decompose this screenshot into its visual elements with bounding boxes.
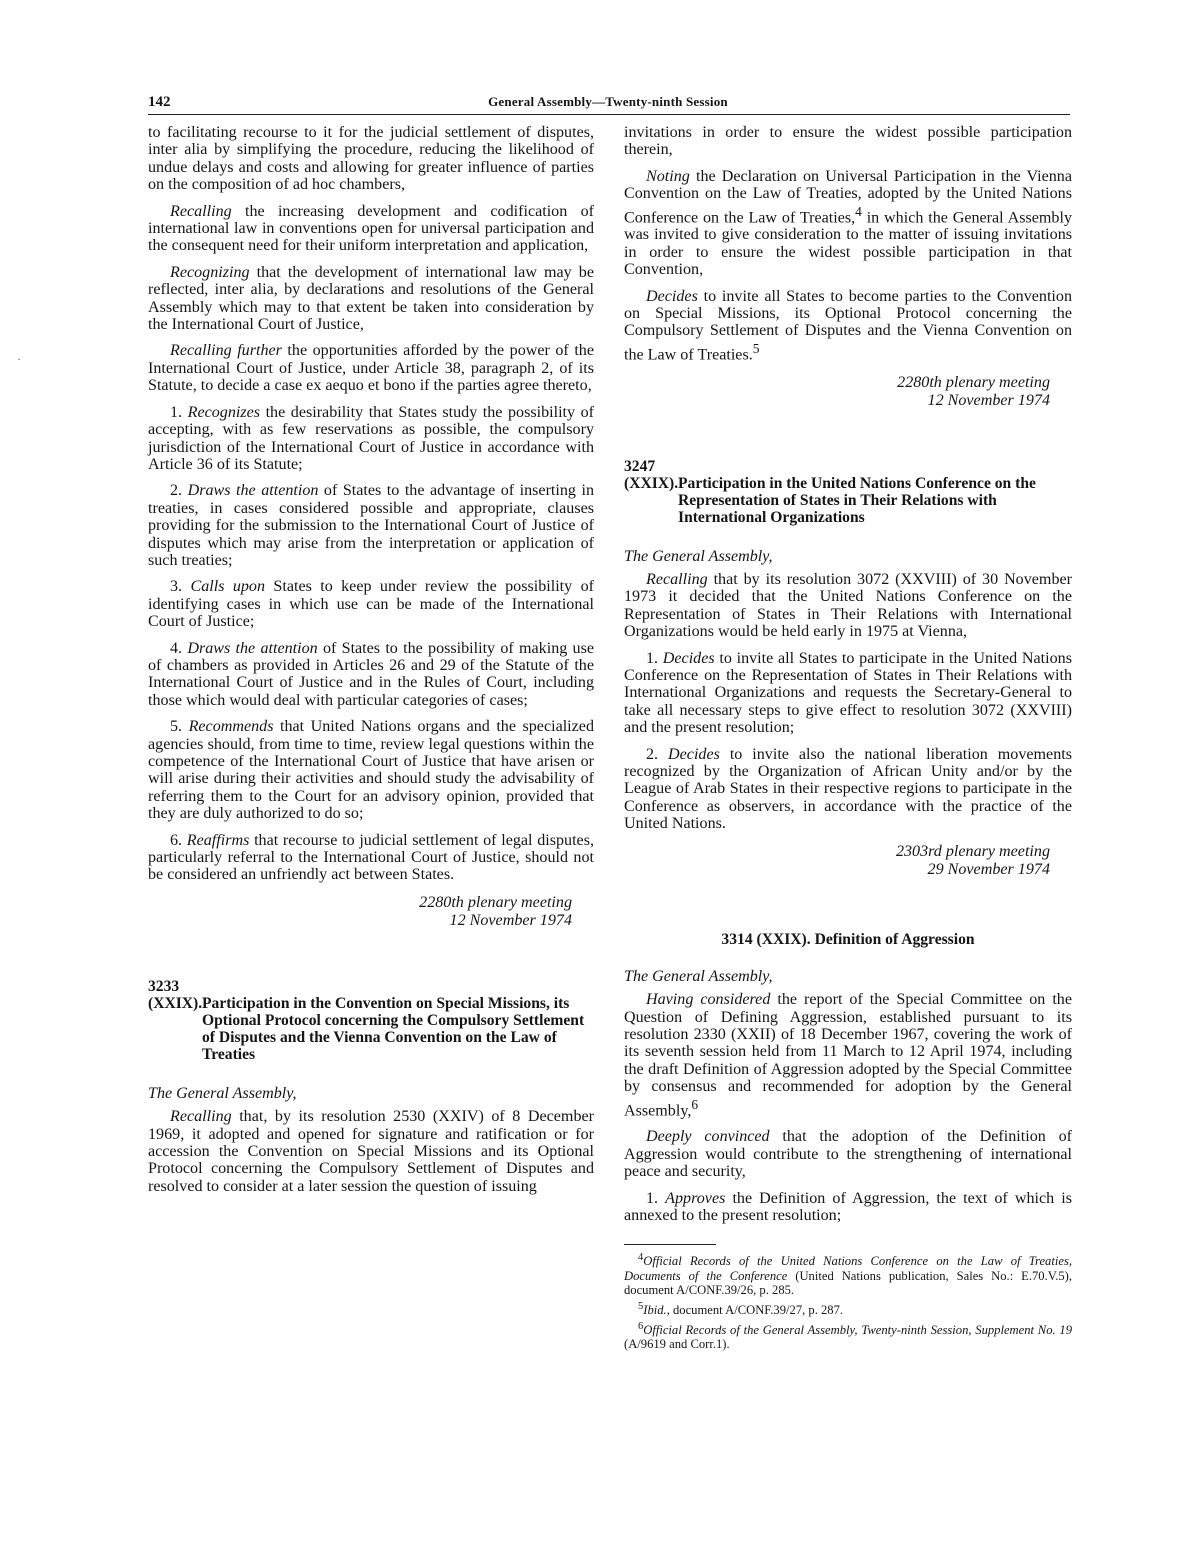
paragraph: Decides to invite all States to become parties to the Convention on Special Missions, its Optional Protocol concerning the Compulsory Settlement of Disputes and the Vienna Convention on the Law of Treaties.$^5$ [624,287,1072,364]
running-title: General Assembly—Twenty-ninth Session [488,94,728,109]
opening-clause: The General Assembly, [624,547,773,565]
footnotes [624,1244,1072,1351]
page-number: 142 [148,94,171,110]
footnote: $^5$Ibid., document A/CONF.39/27, p. 287. [638,1300,844,1317]
resolution-heading-3233: 3233 (XXIX).Participation in the Convention on Special Missions, its Optional Protocol concerning the Compulsory Settlement of Disputes and the Vienna Convention on the Law of Treaties [148,977,585,1063]
footnote: $^6$Official Records of the General Assembly, Twenty-ninth Session, Supplement No. 19 (A/9619 and Corr.1). [624,1320,1072,1351]
opening-clause: The General Assembly, [148,1084,297,1102]
operative-paragraph: 2. Decides to invite also the national liberation movements recognized by the Organization of African Unity and/or by the League of Arab States in their respective regions to participate in the Conference as observers, in accordance with the practice of the United Nations. [624,745,1072,833]
operative-paragraph: 1. Recognizes the desirability that States study the possibility of accepting, with as few reservations as possible, the compulsory jurisdiction of the International Court of Justice in accordance with Article 36 of its Statute; [148,403,594,473]
margin-mark: · [17,352,21,366]
opening-clause: The General Assembly, [624,967,773,985]
resolution-heading-3314: 3314 (XXIX). Definition of Aggression [721,930,975,948]
paragraph: Recalling further the opportunities afforded by the power of the International Court of Justice, under Article 38, paragraph 2, of its Statute, to decide a case ex aequo et bono if the parties agree thereto, [148,342,594,395]
paragraph: Recalling the increasing development and codification of international law in conventions open for universal participation and the consequent need for their uniform interpretation and application, [148,202,594,255]
left-column [148,124,594,1195]
meeting-signature: 2280th plenary meeting 12 November 1974 [419,893,572,929]
operative-paragraph: 4. Draws the attention of States to the possibility of making use of chambers as provided in Articles 26 and 29 of the Statute of the International Court of Justice and in the Rules of Court, including those which would deal with particular categories of cases; [148,639,595,709]
page-header [148,94,1068,112]
paragraph: Recalling that, by its resolution 2530 (XXIV) of 8 December 1969, it adopted and opened for signature and ratification or for accession the Convention on Special Missions and its Optional Protocol concerning the Compulsory Settlement of Disputes and resolved to consider at a later session the question of issuing [148,1108,594,1195]
paragraph: Noting the Declaration on Universal Participation in the Vienna Convention on the Law of Treaties, adopted by the United Nations Conference on the Law of Treaties,$^4$ in which the General Assembly was invited to give consideration to the matter of issuing invitations in order to ensure the widest possible participation in that Convention, [624,167,1072,279]
meeting-signature: 2280th plenary meeting 12 November 1974 [897,373,1050,409]
paragraph: Having considered the report of the Special Committee on the Question of Defining Aggression, established pursuant to its resolution 2330 (XXII) of 18 December 1967, covering the work of its seventh session held from 11 March to 12 April 1974, including the draft Definition of Aggression adopted by the Special Committee by consensus and recommended for adoption by the General Assembly,$^6$ [624,991,1072,1119]
operative-paragraph: 3. Calls upon States to keep under review the possibility of identifying cases in which use can be made of the International Court of Justice; [148,578,594,631]
resolution-heading-3247: 3247 (XXIX).Participation in the United Nations Conference on the Representation of States in Their Relations with International Organizations [624,457,1036,526]
paragraph: Recognizing that the development of international law may be reflected, inter alia, by declarations and resolutions of the General Assembly which may to that extent be taken into consideration by the International Court of Justice, [148,263,594,334]
header-rule [148,114,1070,115]
paragraph: Recalling that by its resolution 3072 (XXVIII) of 30 November 1973 it decided that the United Nations Conference on the Representation of States in Their Relations with International Organizations would be held early in 1975 at Vienna, [624,571,1072,641]
paragraph: to facilitating recourse to it for the judicial settlement of disputes, inter alia by simplifying the procedure, reducing the likelihood of undue delays and costs and allowing for greater influence of parties on the composition of ad hoc chambers, [148,124,594,194]
paragraph: Deeply convinced that the adoption of the Definition of Aggression would contribute to the strengthening of international peace and security, [624,1128,1072,1181]
right-column [624,124,1072,1354]
operative-paragraph: 1. Decides to invite all States to participate in the United Nations Conference on the Representation of States in Their Relations with International Organizations and requests the Secretary-General to take all necessary steps to give effect to resolution 3072 (XXVIII) and the present resolution; [624,649,1072,737]
operative-paragraph: 5. Recommends that United Nations organs and the specialized agencies should, from time to time, review legal questions within the competence of the International Court of Justice that have arisen or will arise during their activities and should study the advisability of referring them to the Court for an advisory opinion, provided that they are duly authorized to do so; [148,718,594,823]
footnote-rule [624,1244,716,1245]
operative-paragraph: 6. Reaffirms that recourse to judicial settlement of legal disputes, particularly referral to the International Court of Justice, should not be considered an unfriendly act between States. [148,831,594,884]
paragraph: invitations in order to ensure the widest possible participation therein, [624,124,1072,159]
operative-paragraph: 1. Approves the Definition of Aggression, the text of which is annexed to the present resolution; [624,1189,1073,1224]
operative-paragraph: 2. Draws the attention of States to the advantage of inserting in treaties, in cases considered possible and appropriate, clauses providing for the submission to the International Court of Justice of disputes which may arise from the interpretation or application of such treaties; [148,482,594,569]
meeting-signature: 2303rd plenary meeting 29 November 1974 [895,842,1050,878]
footnote: $^4$Official Records of the United Nations Conference on the Law of Treaties, Documents of the Conference (United Nations publication, Sales No.: E.70.V.5), document A/CONF.39/26, p. 285. [624,1252,1072,1297]
